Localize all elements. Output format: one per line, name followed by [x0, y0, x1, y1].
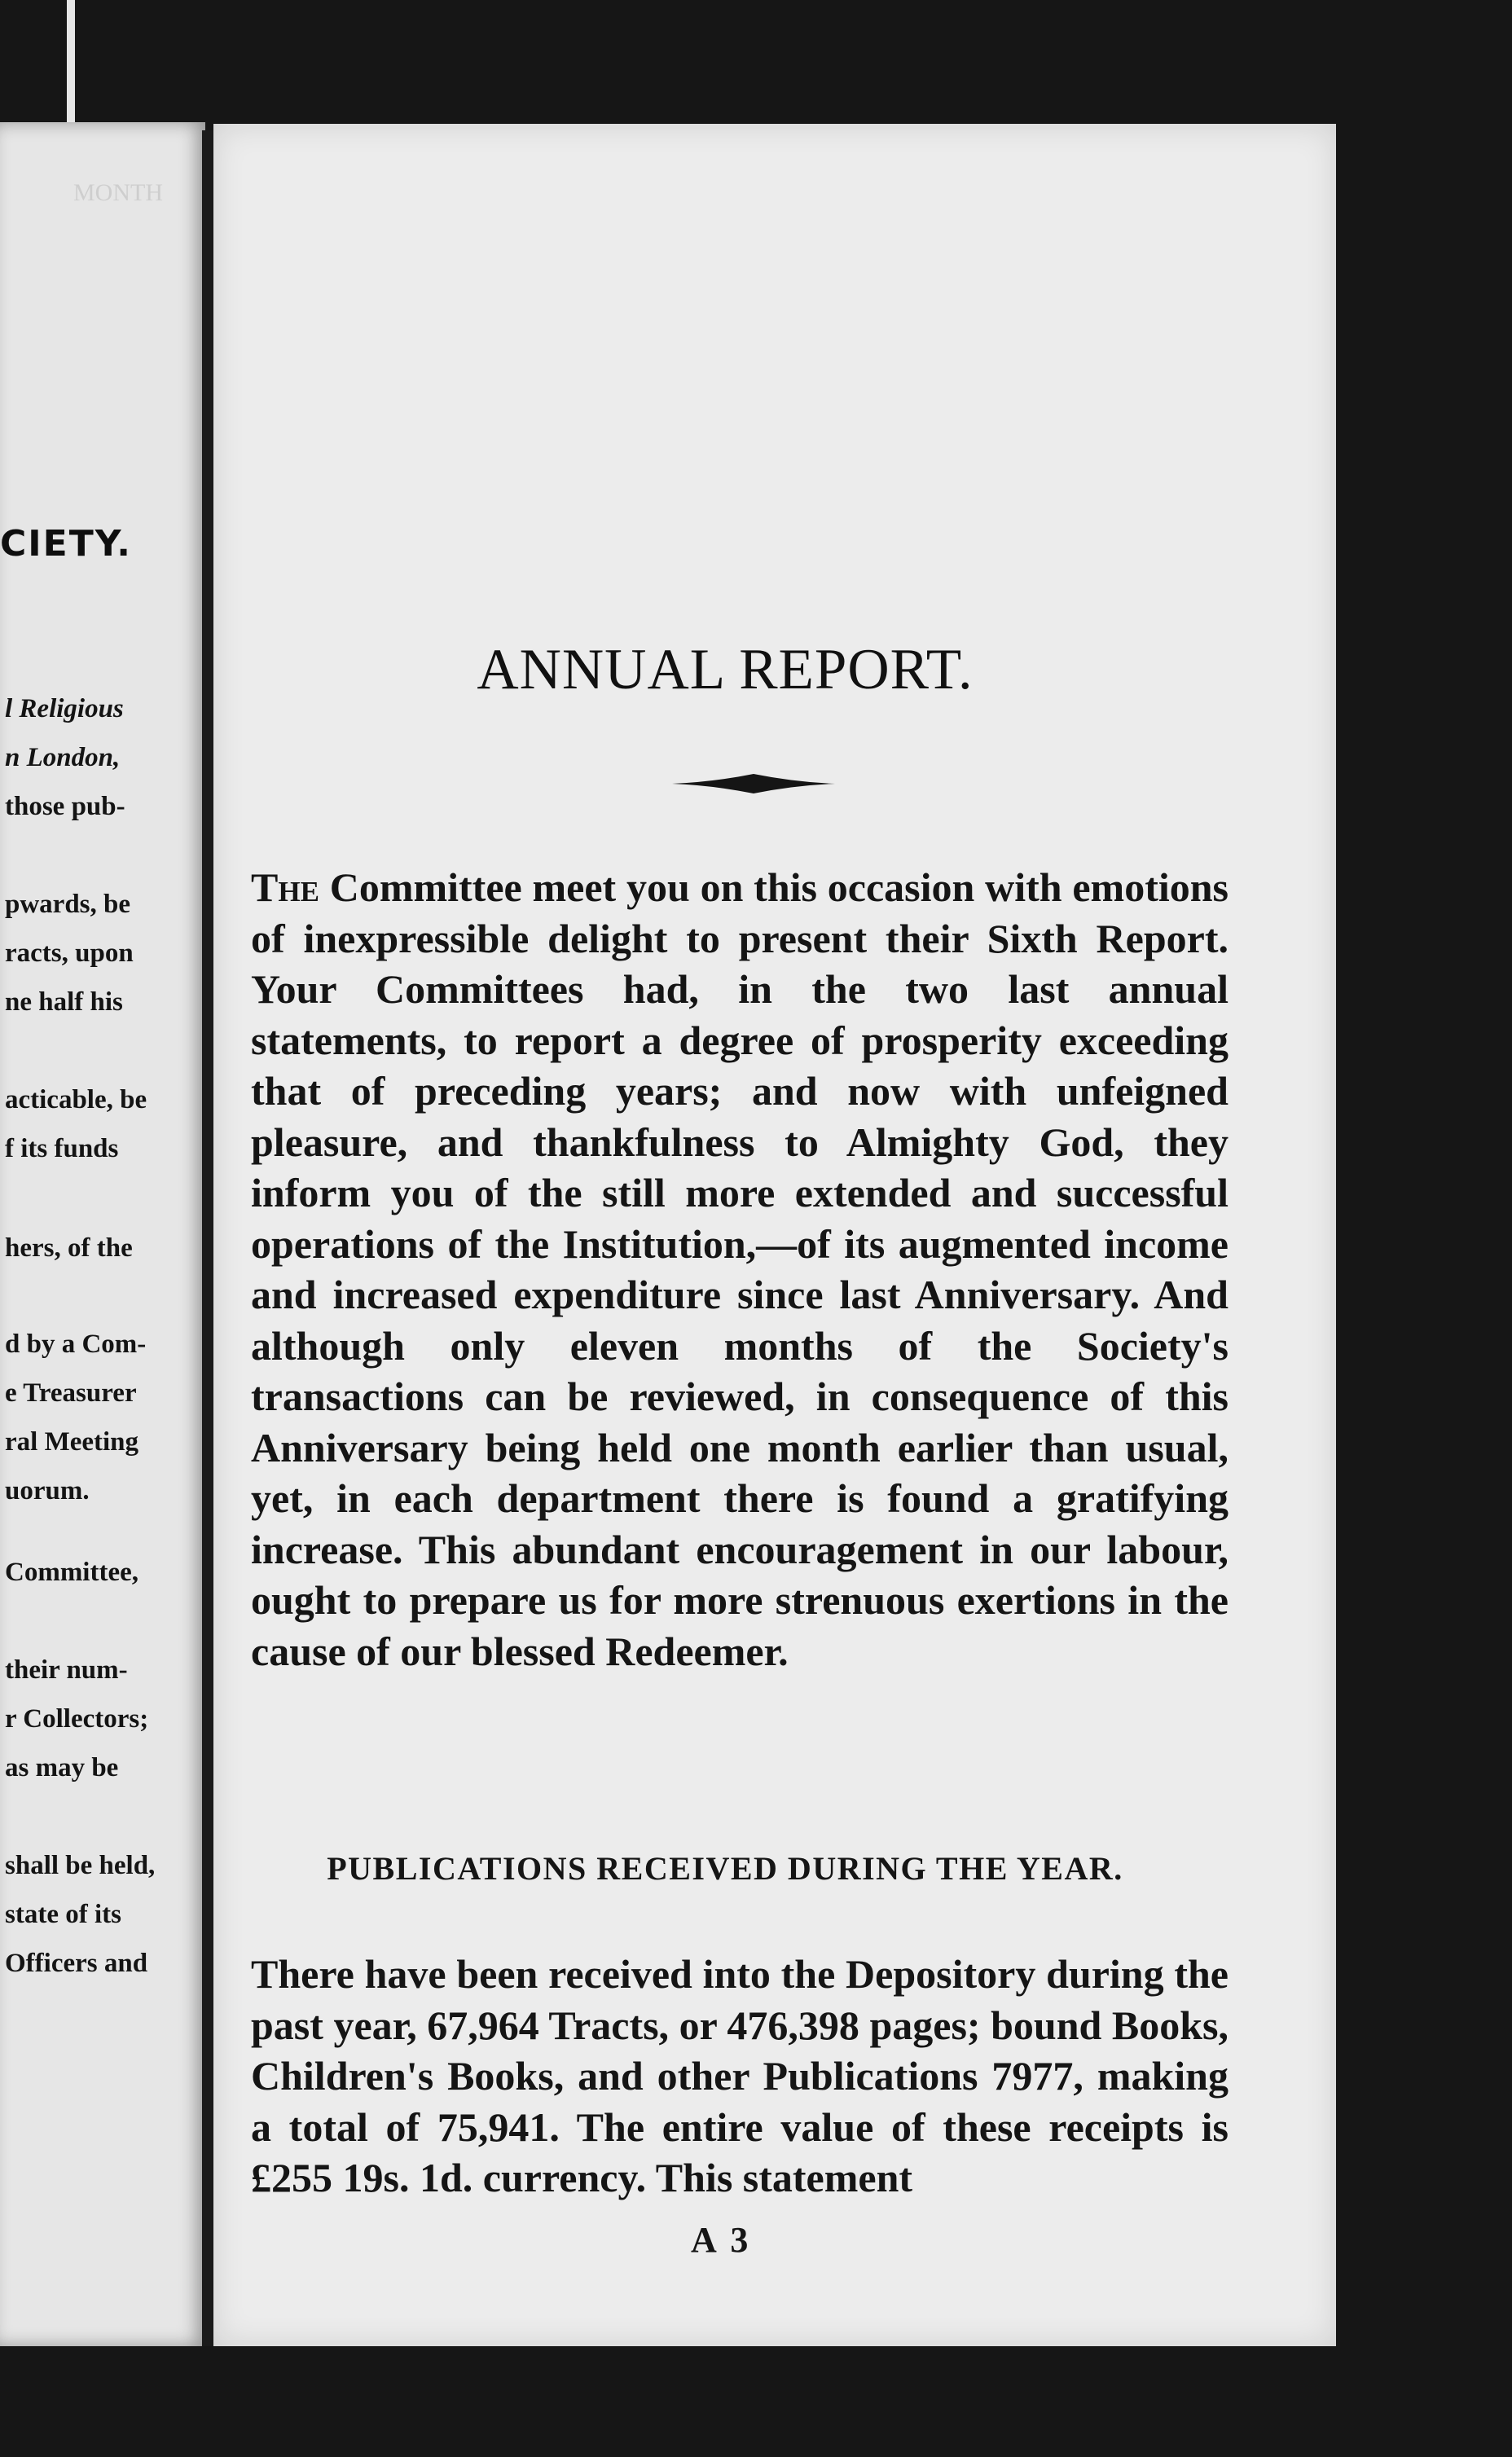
previous-page-line: those pub- — [5, 792, 125, 821]
previous-page-line: acticable, be — [5, 1085, 147, 1114]
previous-page-line: Officers and — [5, 1949, 148, 1978]
previous-page — [0, 122, 205, 2346]
previous-page-line: ral Meeting — [5, 1427, 139, 1457]
previous-page-line: hers, of the — [5, 1233, 133, 1263]
report-page — [213, 124, 1336, 2346]
previous-page-line: n London, — [5, 743, 121, 772]
previous-page-line: l Religious — [5, 694, 124, 723]
drop-word: The — [251, 864, 319, 910]
previous-page-line: pwards, be — [5, 890, 131, 919]
report-title: ANNUAL REPORT. — [477, 638, 974, 701]
intro-paragraph — [251, 862, 1228, 1677]
bleed-through-text — [270, 287, 278, 321]
previous-page-line: e Treasurer — [5, 1378, 137, 1408]
previous-page-line: d by a Com- — [5, 1330, 147, 1359]
previous-page-line: shall be held, — [5, 1851, 156, 1880]
ornament-divider — [672, 767, 835, 800]
previous-page-heading: CIETY. — [0, 523, 133, 565]
publications-paragraph: There have been received into the Depository during the past year, 67,964 Tracts, or 476,398 pages; bound Books, Children's Books, and other Publications 7977, making a total of 75,941. The entire value of these receipts is £255 19s. 1d. currency. This statement — [251, 1951, 1228, 2200]
signature-mark: A 3 — [691, 2220, 752, 2260]
previous-page-line: Committee, — [5, 1558, 139, 1587]
section-heading: PUBLICATIONS RECEIVED DURING THE YEAR. — [327, 1850, 1123, 1887]
previous-page-line: racts, upon — [5, 938, 134, 968]
bleed-through-text: MONTH — [73, 179, 163, 206]
previous-page-line: their num- — [5, 1655, 128, 1685]
previous-page-line: as may be — [5, 1753, 119, 1782]
previous-page-line: ne half his — [5, 987, 123, 1017]
previous-page-line: r Collectors; — [5, 1704, 149, 1734]
previous-page-line: state of its — [5, 1900, 121, 1929]
intro-text: Committee meet you on this occasion with emotions of inexpressible delight to present their Sixth Report. Your Committees had, in the two last annual statements, to report a degree of prosperity exceeding that of preceding years; and now with unfeigned pleasure, and thankfulness to Almighty God, they inform you of the still more extended and successful operations of the Institution,—of its augmented income and increased expenditure since last Anniversary. And although only eleven months of the Society's transactions can be reviewed, in consequence of this Anniversary being held one month earlier than usual, yet, in each department there is found a gratifying increase. This abundant encouragement in our labour, ought to prepare us for more strenuous exertions in the cause of our blessed Redeemer. — [251, 864, 1228, 1674]
previous-page-line: f its funds — [5, 1134, 119, 1163]
binding-edge — [67, 0, 75, 130]
previous-page-line: uorum. — [5, 1476, 90, 1505]
